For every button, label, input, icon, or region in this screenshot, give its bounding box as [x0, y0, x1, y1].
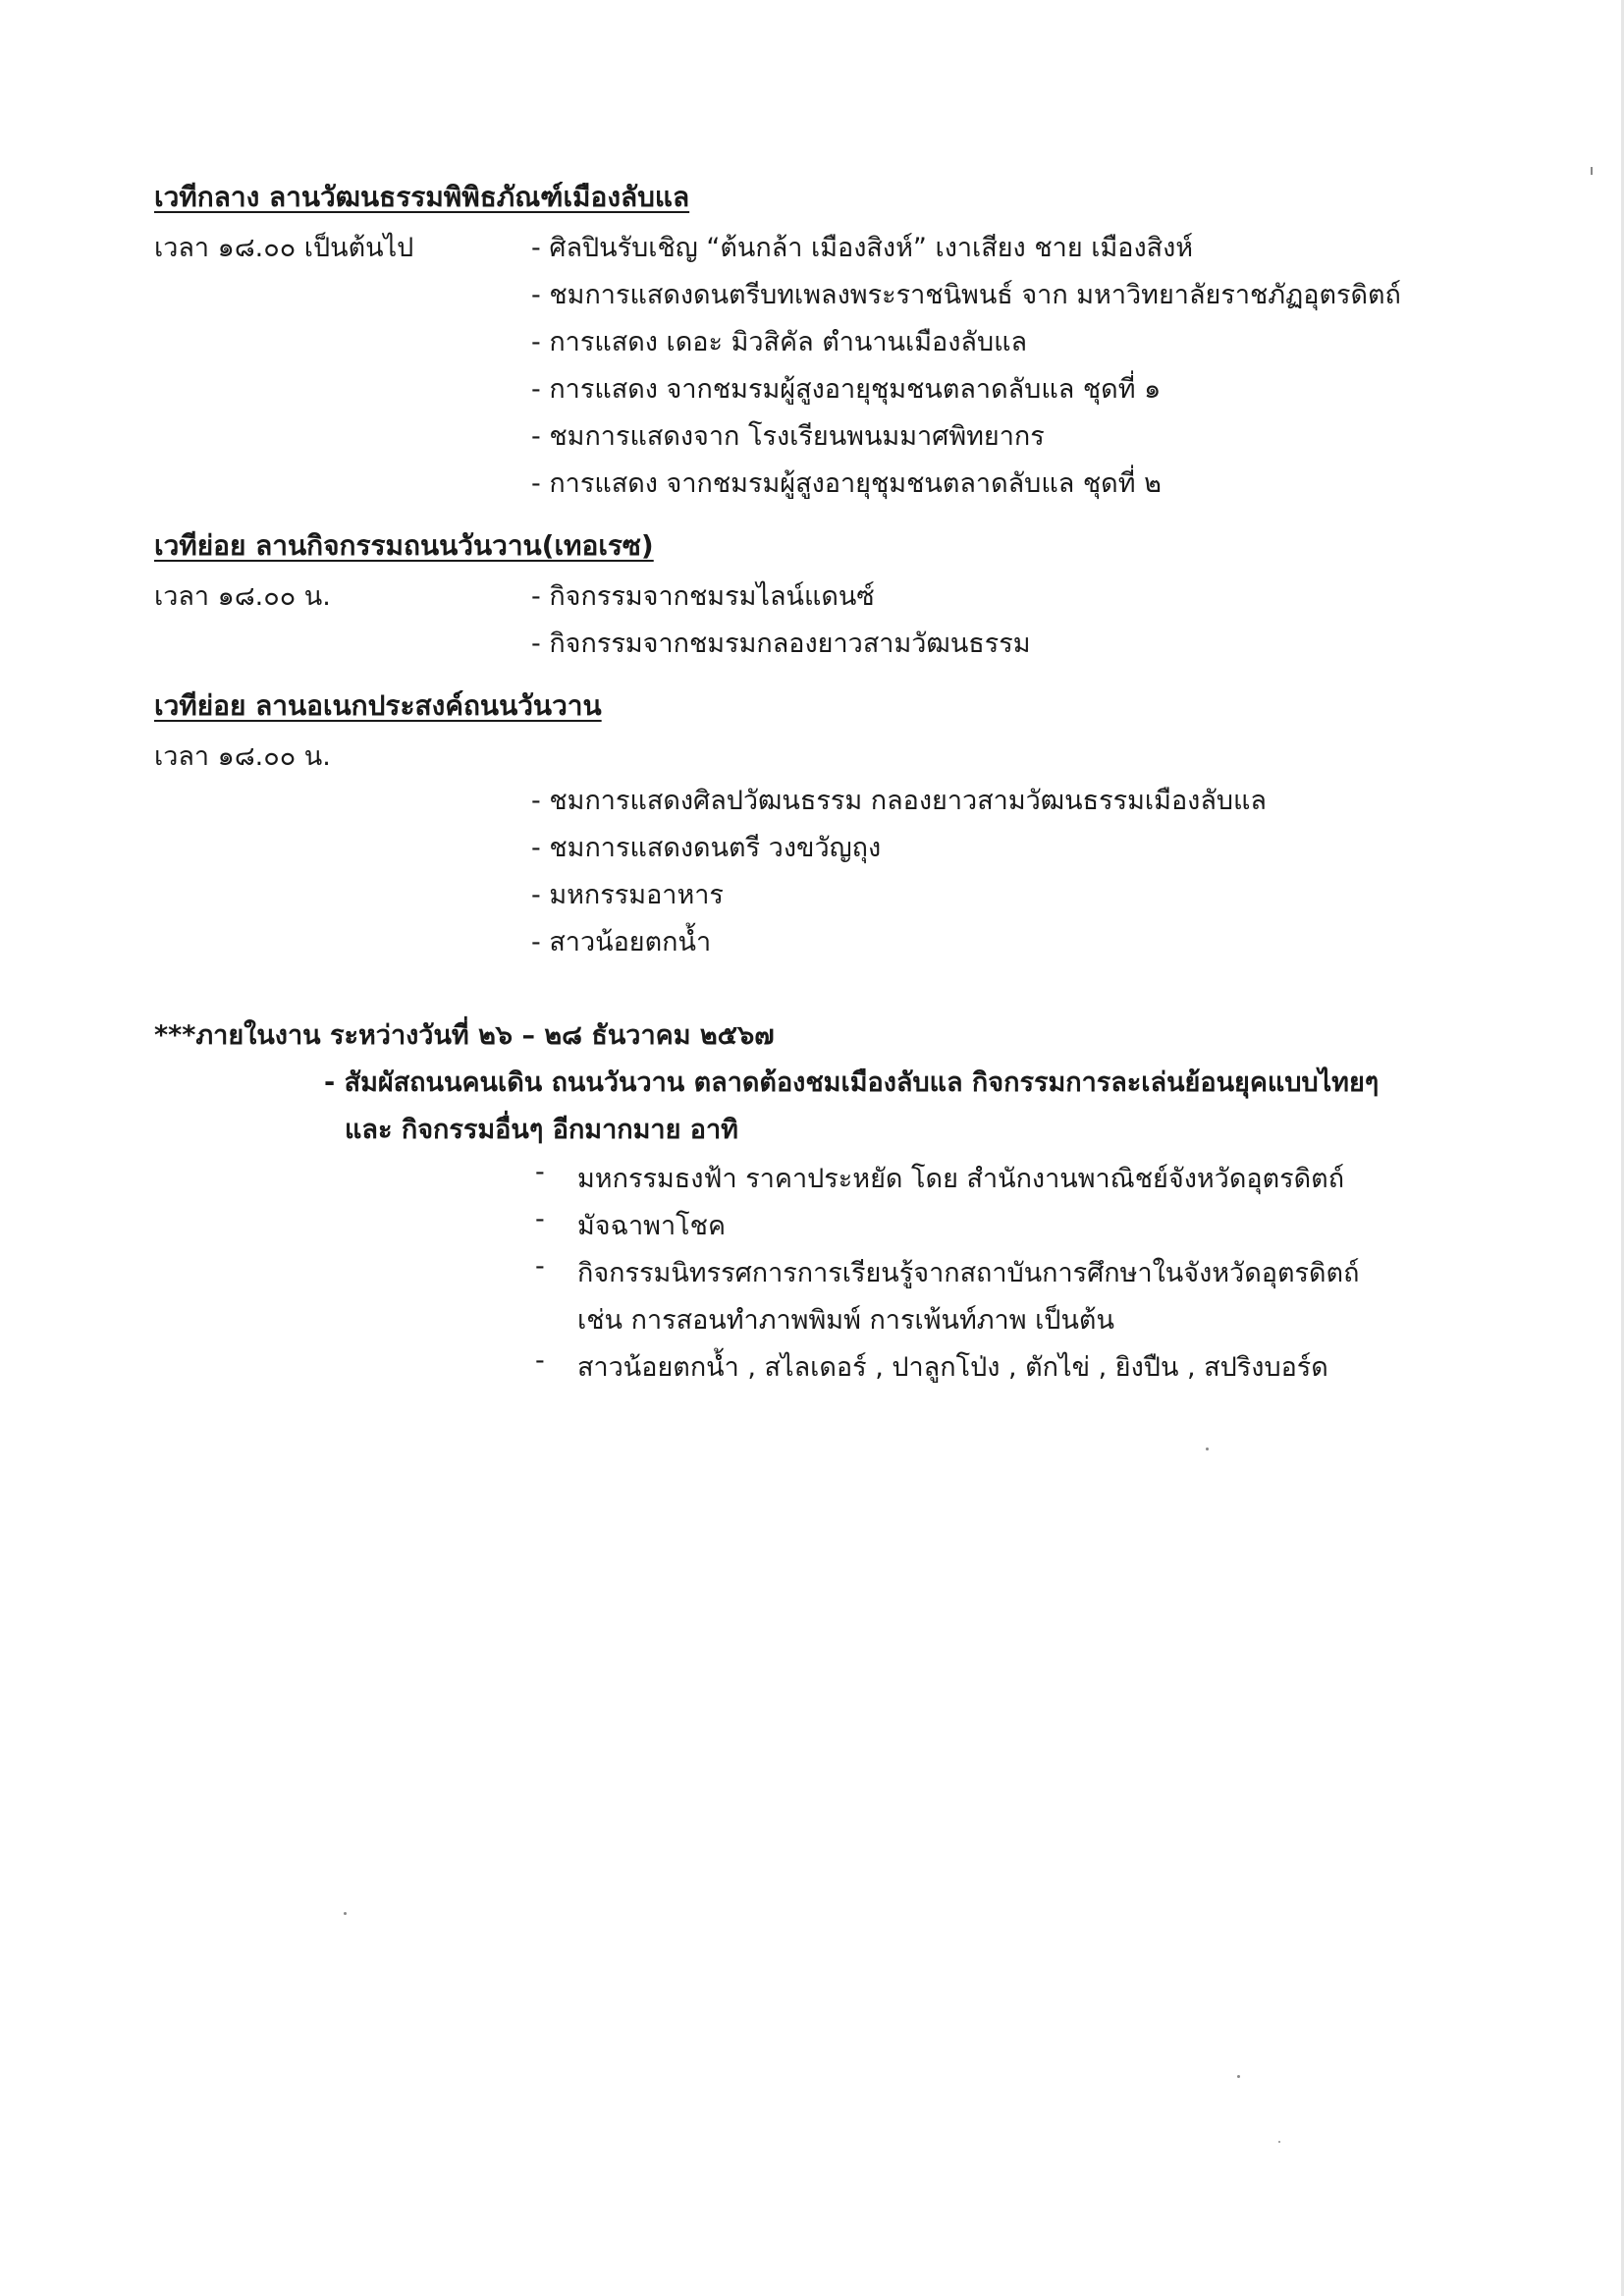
notice-item: กิจกรรมนิทรรศการการเรียนรู้จากสถาบันการศึกษาในจังหวัดอุตรดิตถ์ — [577, 1258, 1360, 1288]
bullet-dash: - — [535, 1157, 545, 1187]
schedule-item: - การแสดง จากชมรมผู้สูงอายุชุมชนตลาดลับแล ชุดที่ ๑ — [531, 374, 1162, 405]
section-heading-multipurpose-stage: เวทีย่อย ลานอเนกประสงค์ถนนวันวาน — [154, 689, 602, 722]
schedule-item: - ชมการแสดงจาก โรงเรียนพนมมาศพิทยากร — [531, 421, 1045, 452]
section-time: เวลา ๑๘.๐๐ เป็นต้นไป — [154, 233, 414, 263]
notice-item-continuation: เช่น การสอนทำภาพพิมพ์ การเพ้นท์ภาพ เป็นต้น — [577, 1305, 1114, 1336]
scan-speck — [344, 1912, 347, 1915]
scan-speck — [1278, 2141, 1280, 2143]
notice-item: มหกรรมธงฟ้า ราคาประหยัด โดย สำนักงานพาณิชย์จังหวัดอุตรดิตถ์ — [577, 1164, 1345, 1194]
scan-speck — [1237, 2075, 1240, 2078]
bullet-dash: - — [535, 1345, 545, 1376]
notice-title: ***ภายในงาน ระหว่างวันที่ ๒๖ – ๒๘ ธันวาคม ๒๕๖๗ — [154, 1020, 775, 1051]
scan-speck — [1206, 1448, 1209, 1450]
section-heading-terrace-stage: เวทีย่อย ลานกิจกรรมถนนวันวาน(เทอเรซ) — [154, 529, 654, 562]
schedule-item: - ชมการแสดงดนตรีบทเพลงพระราชนิพนธ์ จาก มหาวิทยาลัยราชภัฏอุตรดิตถ์ — [531, 280, 1401, 310]
section-heading-main-stage: เวทีกลาง ลานวัฒนธรรมพิพิธภัณฑ์เมืองลับแล — [154, 181, 690, 213]
notice-item: มัจฉาพาโชค — [577, 1211, 727, 1241]
schedule-item: - ศิลปินรับเชิญ “ต้นกล้า เมืองสิงห์” เงาเสียง ชาย เมืองสิงห์ — [531, 233, 1194, 263]
scan-speck — [1591, 167, 1593, 175]
notice-line: และ กิจกรรมอื่นๆ อีกมากมาย อาทิ — [345, 1115, 738, 1145]
notice-item: สาวน้อยตกน้ำ , สไลเดอร์ , ปาลูกโป่ง , ตักไข่ , ยิงปืน , สปริงบอร์ด — [577, 1352, 1328, 1383]
bullet-dash: - — [535, 1251, 545, 1282]
notice-line: - สัมผัสถนนคนเดิน ถนนวันวาน ตลาดต้องชมเมืองลับแล กิจกรรมการละเล่นย้อนยุคแบบไทยๆ — [324, 1067, 1380, 1098]
bullet-dash: - — [535, 1204, 545, 1234]
schedule-item: - การแสดง จากชมรมผู้สูงอายุชุมชนตลาดลับแล ชุดที่ ๒ — [531, 468, 1162, 499]
schedule-item: - ชมการแสดงศิลปวัฒนธรรม กลองยาวสามวัฒนธรรมเมืองลับแล — [531, 786, 1267, 816]
section-time: เวลา ๑๘.๐๐ น. — [154, 581, 331, 612]
schedule-item: - สาวน้อยตกน้ำ — [531, 927, 712, 957]
schedule-item: - กิจกรรมจากชมรมไลน์แดนซ์ — [531, 581, 875, 612]
schedule-item: - การแสดง เดอะ มิวสิคัล ตำนานเมืองลับแล — [531, 327, 1028, 357]
section-time: เวลา ๑๘.๐๐ น. — [154, 741, 331, 772]
schedule-item: - มหกรรมอาหาร — [531, 880, 724, 910]
schedule-item: - กิจกรรมจากชมรมกลองยาวสามวัฒนธรรม — [531, 629, 1031, 659]
schedule-item: - ชมการแสดงดนตรี วงขวัญถุง — [531, 833, 882, 863]
